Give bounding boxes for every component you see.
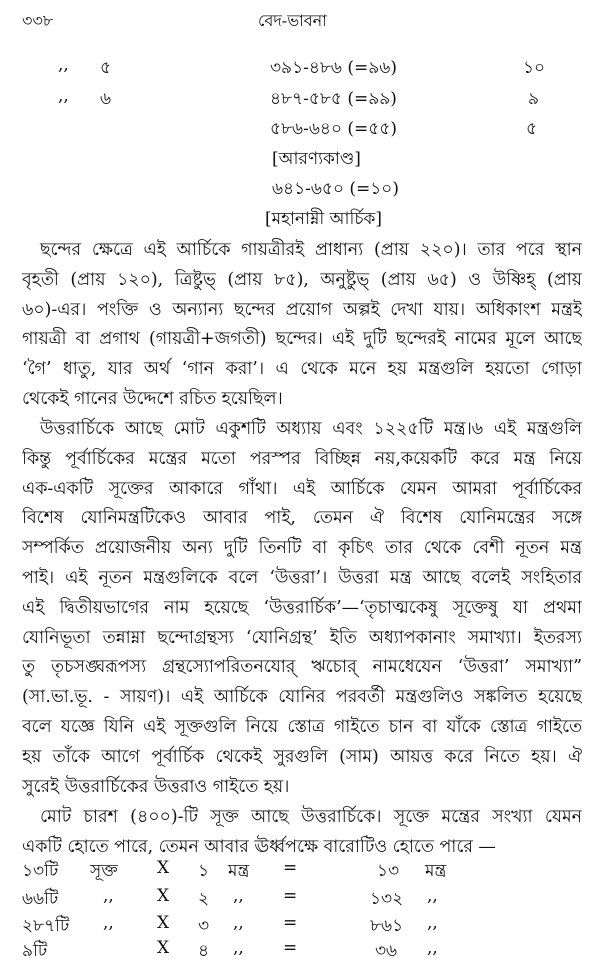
paragraph-line: ছন্দের ক্ষেত্রে এই আর্চিকে গায়ত্রীরই প্রাধান্য (প্রায় ২২০)। তার পরে স্থান: [40, 240, 582, 260]
paragraph-line: একটি হোতে পারে, তেমন আবার ঊর্ধ্বপক্ষে বারোটিও হোতে পারে —: [22, 836, 496, 857]
calc-unit-2: ,,: [233, 913, 244, 933]
calc-result: ৩৬: [375, 941, 398, 961]
calc-result: ৮৬১: [370, 916, 404, 936]
calc-unit-2: ,,: [233, 886, 244, 906]
paragraph-line: গায়ত্রী বা প্রগাথ (গায়ত্রী+জগতী) ছন্দের। এই দুটি ছন্দেরই নামের মূলে আছে: [22, 329, 582, 350]
calc-equals: =: [283, 913, 298, 933]
range-aranyakanda: ৬৪১-৬৫০ (=১০): [272, 179, 399, 199]
row-3-count: ৫: [526, 119, 538, 139]
paragraph-3: [22, 803, 582, 863]
row-1-count: ১০: [523, 58, 546, 78]
paragraph-line: তু তৃচসঙ্ঘরূপস্য গ্রন্থস্যোপরিতনযোর্ ঋচোর্ নামধেযেন ‘উত্তরা’ সমাখ্যা”: [22, 657, 582, 678]
calc-unit: সূক্ত: [90, 861, 118, 881]
calc-equals: =: [283, 886, 298, 906]
paragraph-line: থেকেই গানের উদ্দেশে রচিত হয়েছিল।: [22, 388, 283, 409]
calc-result: ১৩: [377, 861, 400, 881]
paragraph-line: সম্পর্কিত প্রয়োজনীয় অন্য দুটি তিনটি বা কৃচিৎ তার থেকে বেশী নূতন মন্ত্র: [22, 538, 582, 559]
calc-result-unit: মন্ত্র: [425, 861, 447, 881]
calc-result-unit: ,,: [427, 886, 438, 906]
calc-result-unit: ,,: [427, 913, 438, 933]
paragraph-line: কিন্তু পূর্বার্চিকের মন্ত্রের মতো পরস্পর বিচ্ছিন্ন নয়,কয়েকটি করে মন্ত্র নিয়ে: [22, 448, 582, 469]
calc-row: [0, 886, 600, 914]
calc-times: X: [157, 886, 170, 906]
calc-row: [0, 858, 600, 886]
calc-times: X: [157, 913, 170, 933]
calc-row: [0, 913, 600, 941]
paragraph-line: সুরেই উত্তরার্চিকের উত্তরাও গাইতে হয়।: [22, 776, 290, 797]
calc-multiplier: ২: [198, 889, 210, 909]
paragraph-line: ‘গৈ’ ধাতু, যার অর্থ ‘গান করা’। এ থেকে মনে হয় মন্ত্রগুলি হয়তো গোড়া: [22, 359, 582, 380]
calc-equals: =: [283, 858, 298, 878]
calc-row: [0, 938, 600, 966]
row-2-count: ৯: [528, 89, 540, 109]
row-1-num: ৫: [100, 58, 112, 78]
calc-result-unit: ,,: [427, 938, 438, 958]
paragraph-line: বিশেষ যোনিমন্ত্রটিকেও আবার পাই, তেমন ঐ বিশেষ যোনিমন্ত্রের সঙ্গে: [22, 508, 582, 529]
section-heading-aranyakanda: [আরণ্যকাণ্ড]: [272, 149, 361, 169]
row-2-num: ৬: [100, 89, 112, 109]
paragraph-line: পাই। এই নূতন মন্ত্রগুলিকে বলে ‘উত্তরা’। উত্তরা মন্ত্র আছে বলেই সংহিতার: [22, 567, 582, 588]
row-2-range: ৪৮৭-৫৮৫ (=৯৯): [270, 89, 397, 109]
paragraph-line: (সা.ভা.ভূ. - সায়ণ)। এই আর্চিকে যোনির পরবর্তী মন্ত্রগুলিও সঙ্কলিত হয়েছে: [22, 687, 582, 708]
calc-unit: ,,: [103, 886, 114, 906]
calc-unit-2: মন্ত্র: [228, 861, 250, 881]
page-number: ৩৩৮: [22, 11, 54, 30]
calc-count: ২৮৭টি: [22, 916, 70, 936]
calc-unit-2: ,,: [233, 938, 244, 958]
row-3-range: ৫৮৬-৬৪০ (=৫৫): [270, 119, 397, 139]
calc-multiplier: ৩: [198, 916, 210, 936]
calc-multiplier: ১: [198, 861, 210, 881]
paragraph-2: [22, 415, 582, 802]
paragraph-line: ৬০)-এর। পংক্তি ও অন্যান্য ছন্দের প্রয়োগ অল্পই দেখা যায়। অধিকাংশ মন্ত্রই: [22, 299, 582, 320]
paragraph-line: বৃহতী (প্রায় ১২০), ত্রিষ্টুভ্ (প্রায় ৮৫), অনুষ্টুভ্ (প্রায় ৬৫) ও উষ্ণিহ্ (প্রায়: [22, 269, 582, 290]
paragraph-1: [22, 236, 582, 415]
calc-result: ১৩২: [370, 889, 404, 909]
paragraph-line: হয় তাঁকে আগে পূর্বার্চিক থেকেই সুরগুলি (সাম) আয়ত্ত করে নিতে হয়। ঐ: [22, 746, 582, 767]
paragraph-line: যোনিভূতা তন্নাম্না ছন্দোগ্রন্থস্য ‘যোনিগ্রন্থ’ ইতি অধ্যাপকানাং সমাখ্যা। ইতরস্য: [22, 627, 582, 648]
paragraph-line: মোট চারশ (৪০০)-টি সূক্ত আছে উত্তরার্চিকে। সূক্তে মন্ত্রের সংখ্যা যেমন: [40, 807, 582, 827]
calc-count: ১৩টি: [22, 861, 59, 881]
calc-unit: ,,: [103, 913, 114, 933]
calc-count: ৯টি: [22, 941, 48, 961]
row-1-ditto: ,,: [58, 55, 69, 75]
paragraph-line: এক-একটি সূক্তের আকারে গাঁথা। এই আর্চিকে যেমন আমরা পূর্বার্চিকের: [22, 478, 582, 499]
calc-multiplier: ৪: [198, 941, 210, 961]
calc-times: X: [157, 858, 170, 878]
paragraph-line: বলে যজ্ঞে যিনি এই সূক্তগুলি নিয়ে স্তোত্র গাইতে চান বা যাঁকে স্তোত্র গাইতে: [22, 716, 582, 737]
paragraph-line: এই দ্বিতীয়ভাগের নাম হয়েছে ‘উত্তরার্চিক’—‘তৃচাত্মকেষু সূক্তেষু যা প্রথমা: [22, 597, 582, 618]
paragraph-line: উত্তরার্চিকে আছে মোট একুশটি অধ্যায় এবং ১২২৫টি মন্ত্র।৬ এই মন্ত্রগুলি: [40, 419, 582, 439]
row-2-ditto: ,,: [58, 86, 69, 106]
calc-count: ৬৬টি: [22, 889, 59, 909]
running-title: বেদ-ভাবনা: [258, 11, 327, 30]
row-1-range: ৩৯১-৪৮৬ (=৯৬): [270, 58, 397, 78]
calc-times: X: [157, 938, 170, 958]
section-heading-mahanamni: [মহানাম্নী আর্চিক]: [265, 209, 383, 229]
calc-equals: =: [283, 938, 298, 958]
